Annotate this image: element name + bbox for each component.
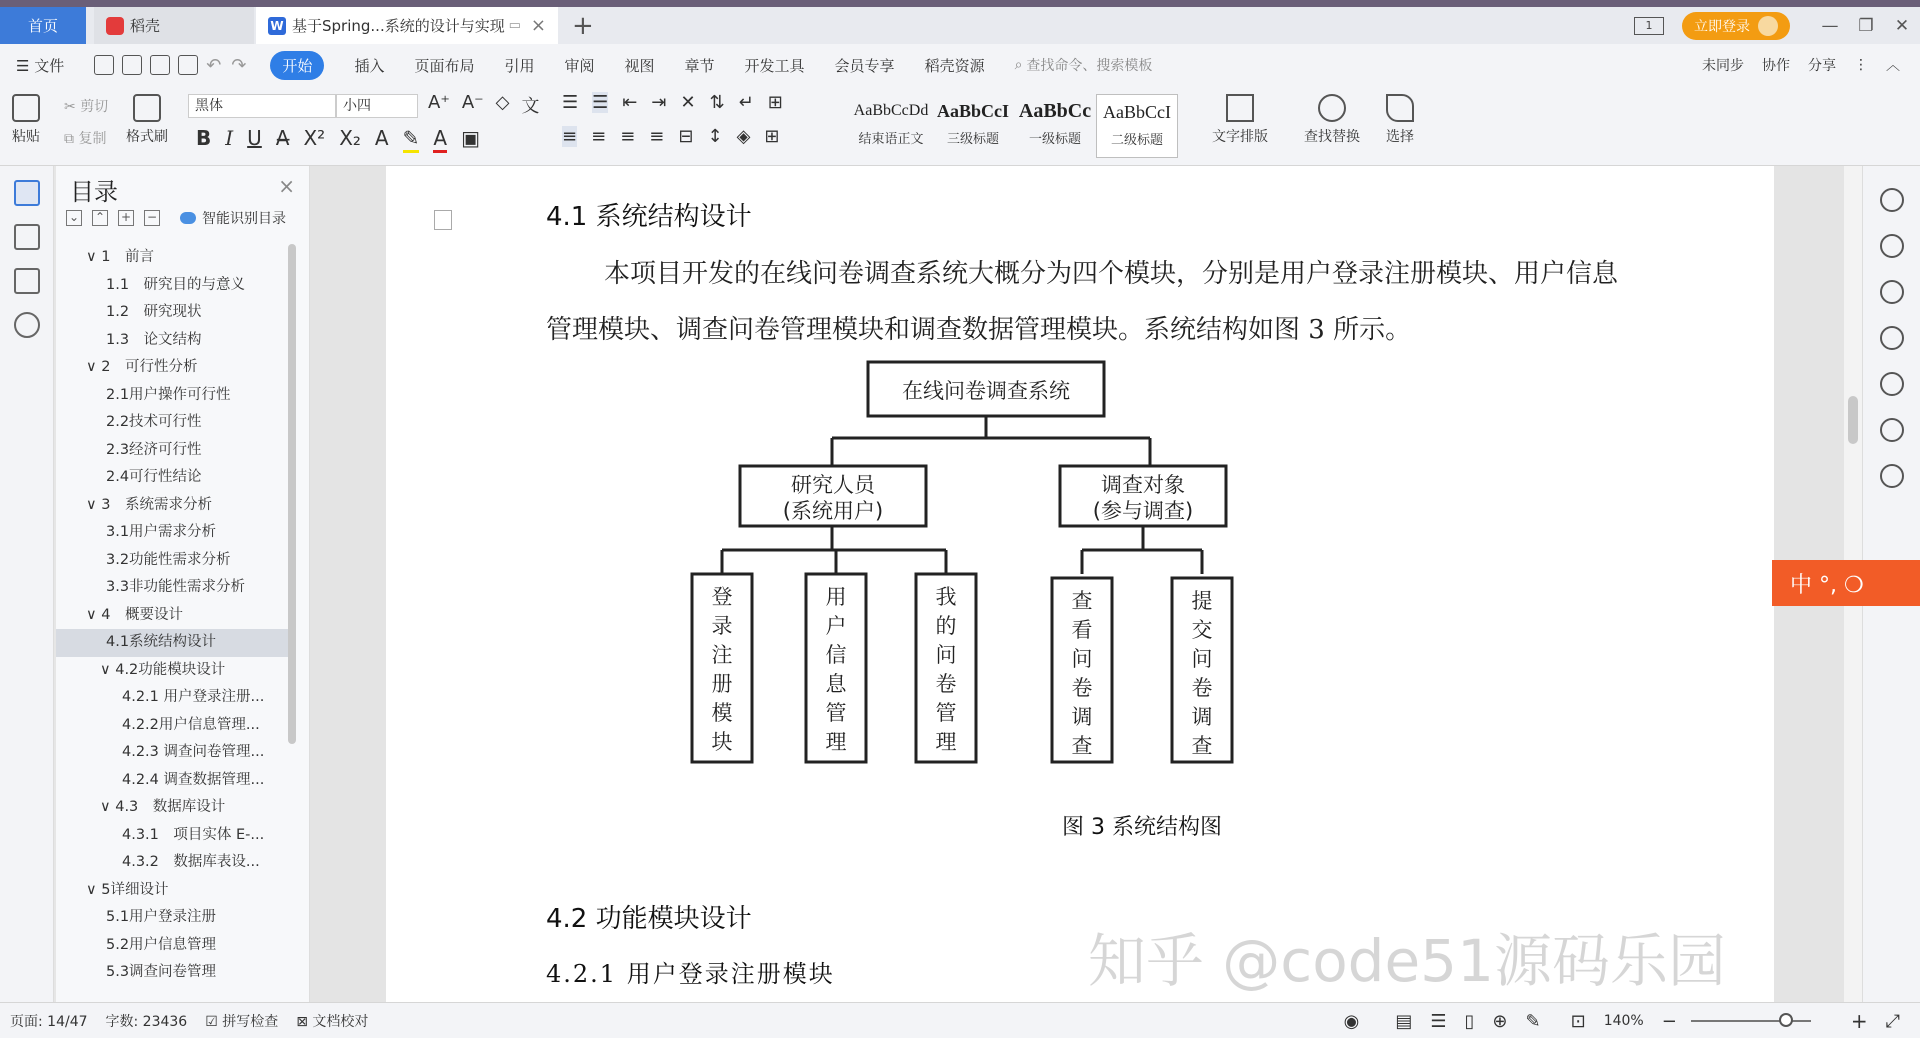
pen-icon[interactable] — [1880, 234, 1904, 258]
search-icon: ⌕ — [1014, 57, 1023, 73]
toc-item[interactable]: 1.1 研究目的与意义 — [106, 276, 246, 293]
file-menu[interactable]: ☰ 文件 — [16, 56, 65, 75]
heading-4-1: 4.1 系统结构设计 — [546, 202, 752, 232]
tab-daoke-label: 稻壳 — [130, 17, 161, 35]
left-nav-bar — [0, 166, 54, 1002]
brush-icon — [133, 94, 161, 122]
magnifier-icon — [1318, 94, 1346, 122]
bold-icon[interactable]: B — [196, 126, 212, 150]
collaborate-button[interactable]: 协作 — [1762, 58, 1790, 74]
proofread-button[interactable]: ⊠ 文档校对 — [296, 1013, 369, 1030]
menu-right — [1684, 44, 1900, 86]
zoom-out-icon[interactable]: − — [1661, 1010, 1677, 1032]
diagram-leaf-char: 提 — [1191, 589, 1213, 613]
superscript-icon[interactable]: X² — [303, 126, 326, 150]
diagram-leaf-char: 录 — [711, 614, 733, 638]
toc-item[interactable]: ∨ 4.3 数据库设计 — [100, 799, 226, 815]
toc-panel — [56, 166, 310, 1002]
diagram-leaf-char: 交 — [1191, 618, 1213, 642]
diagram-leaf-char: 模 — [711, 701, 733, 725]
paste-button[interactable] — [12, 94, 40, 146]
justify-icon[interactable]: ≡ — [649, 126, 665, 147]
input-method-bar[interactable]: 中 °, ❍ — [1772, 560, 1920, 606]
diagram-leaf-char: 卷 — [1071, 676, 1093, 700]
toc-item[interactable]: ∨ 2 可行性分析 — [86, 359, 198, 375]
toc-item[interactable]: ∨ 4.2功能模块设计 — [100, 661, 226, 678]
outline-view-icon[interactable]: ☰ — [1430, 1010, 1447, 1032]
window-controls — [1634, 7, 1920, 44]
diagram-leaf-char: 查 — [1071, 734, 1093, 758]
diagram-leaf-char: 问 — [1191, 647, 1213, 671]
toc-item[interactable]: ∨ 5详细设计 — [86, 881, 169, 898]
diagram-leaf-char: 登 — [711, 585, 733, 609]
smart-toc-label: 智能识别目录 — [202, 211, 286, 227]
shading-icon[interactable]: ◈ — [736, 126, 751, 147]
increase-indent-icon[interactable]: ⇥ — [651, 92, 667, 113]
cloud-icon — [180, 212, 196, 224]
copy-button[interactable]: ⧉ 复制 — [64, 131, 107, 147]
cut-label: 剪切 — [80, 99, 109, 115]
line-spacing-icon[interactable]: ↕ — [707, 126, 723, 147]
toc-item[interactable]: ∨ 3 系统需求分析 — [86, 496, 212, 513]
style-heading-3[interactable] — [932, 94, 1014, 158]
tabs-icon[interactable]: ⊞ — [767, 92, 783, 113]
export-pdf-icon[interactable] — [122, 55, 142, 75]
diagram-leaf-labels — [712, 585, 1213, 758]
toc-item[interactable]: ∨ 1 前言 — [86, 249, 154, 265]
menu-developer[interactable]: 开发工具 — [744, 56, 805, 75]
style-preview: AaBbCcI — [1103, 102, 1171, 122]
print-icon[interactable] — [150, 55, 170, 75]
daoke-logo-icon — [106, 17, 124, 35]
toc-scrollbar[interactable] — [288, 244, 296, 744]
image-tool-icon[interactable] — [1880, 418, 1904, 442]
menu-daoke-resources[interactable]: 稻壳资源 — [924, 56, 985, 75]
diagram-leaf-char: 信 — [825, 643, 847, 667]
command-search-placeholder: 查找命令、搜索模板 — [1026, 58, 1153, 74]
diagram-mid-left-line1: 研究人员 — [791, 473, 875, 497]
highlight-icon[interactable]: ✎ — [403, 126, 420, 153]
diagram-leaf-char: 查 — [1191, 734, 1213, 758]
print-preview-icon[interactable] — [178, 55, 198, 75]
figure-caption: 图 3 系统结构图 — [1062, 815, 1222, 840]
zoom-slider[interactable] — [1691, 1020, 1811, 1022]
style-heading-2[interactable] — [1096, 94, 1178, 158]
diagram-leaf-char: 户 — [825, 614, 847, 638]
diagram-mid-right-line1: 调查对象 — [1101, 473, 1185, 497]
border-icon[interactable]: ⊞ — [764, 126, 780, 147]
avatar-icon — [1758, 16, 1778, 36]
search-icon[interactable] — [14, 312, 40, 338]
toc-item[interactable]: 4.3.2 数据库表设... — [122, 854, 260, 870]
format-row — [196, 126, 480, 153]
toc-item[interactable]: 2.1用户操作可行性 — [106, 386, 231, 403]
menu-member[interactable]: 会员专享 — [834, 56, 895, 75]
find-replace-label: 查找替换 — [1304, 129, 1360, 145]
style-ending-body[interactable] — [850, 94, 932, 158]
chinese-layout-icon[interactable]: ✕ — [680, 92, 696, 113]
file-menu-label: 文件 — [34, 56, 65, 75]
read-view-icon[interactable]: ▯ — [1464, 1010, 1475, 1032]
font-size-select[interactable]: 小四 — [336, 94, 418, 118]
text-layout-icon — [1226, 94, 1254, 122]
paste-label: 粘贴 — [12, 129, 40, 145]
tab-bar — [0, 0, 1920, 44]
body-paragraph: 本项目开发的在线问卷调查系统大概分为四个模块，分别是用户登录注册模块、用户信息管理模块、调查问卷管理模块和调查数据管理模块。系统结构如图 3 所示。 — [546, 259, 1619, 345]
phonetic-icon[interactable]: 文 — [521, 96, 540, 117]
tab-home-label: 首页 — [27, 17, 58, 35]
eye-protection-icon[interactable]: ◉ — [1343, 1010, 1360, 1032]
toc-item[interactable]: 4.2.3 调查问卷管理... — [122, 744, 265, 760]
spell-check-button[interactable]: ☑ 拼写检查 — [205, 1013, 279, 1030]
toc-item[interactable]: 4.2.2用户信息管理... — [122, 716, 260, 733]
shrink-font-icon[interactable]: A⁻ — [461, 92, 484, 113]
toc-item[interactable]: 5.3调查问卷管理 — [106, 964, 217, 980]
connector-root — [832, 416, 1150, 466]
layout-switch-icon[interactable]: 1 — [1634, 17, 1664, 35]
align-left-icon[interactable]: ≡ — [562, 126, 578, 147]
minimize-button[interactable]: — — [1821, 15, 1839, 36]
toc-item[interactable]: 5.2用户信息管理 — [106, 936, 217, 953]
diagram-leaf-char: 管 — [825, 701, 847, 725]
diagram-leaf-char: 息 — [825, 672, 847, 696]
tab-document-title: 基于Spring...系统的设计与实现 — [292, 17, 505, 35]
align-right-icon[interactable]: ≡ — [620, 126, 636, 147]
menu-start[interactable]: 开始 — [270, 51, 324, 80]
diagram-leaf-char: 调 — [1191, 705, 1213, 729]
write-view-icon[interactable]: ✎ — [1525, 1010, 1541, 1032]
style-label: 三级标题 — [946, 132, 999, 147]
decrease-indent-icon[interactable]: ⇤ — [622, 92, 638, 113]
command-search[interactable] — [1015, 55, 1153, 75]
show-marks-icon[interactable]: ↵ — [738, 92, 754, 113]
share-button[interactable]: 分享 — [1808, 58, 1836, 74]
toc-item[interactable]: ∨ 4 概要设计 — [86, 606, 183, 623]
web-view-icon[interactable]: ⊕ — [1492, 1010, 1508, 1032]
format-painter-button[interactable] — [126, 94, 168, 146]
style-preview: AaBbCcI — [936, 101, 1009, 121]
diagram-leaf-char: 管 — [935, 701, 957, 725]
toc-item[interactable]: 5.1用户登录注册 — [106, 909, 217, 925]
diagram-leaf-char: 卷 — [935, 672, 957, 696]
tab-daoke[interactable] — [94, 7, 254, 44]
copy-label: 复制 — [78, 131, 107, 147]
login-button[interactable] — [1682, 12, 1790, 40]
distribute-icon[interactable]: ⊟ — [678, 126, 694, 147]
connector-left — [722, 526, 946, 574]
heading-4-2-1: 4.2.1 用户登录注册模块 — [546, 960, 835, 988]
toolbar — [0, 86, 1920, 166]
remove-heading-icon[interactable]: − — [144, 210, 160, 226]
select-button[interactable] — [1386, 94, 1414, 146]
style-preview: AaBbCc — [1018, 100, 1092, 122]
toc-title: 目录 — [70, 178, 118, 206]
connector-right — [1082, 526, 1202, 574]
grow-font-icon[interactable]: A⁺ — [428, 92, 450, 113]
chapter-nav-icon[interactable] — [14, 224, 40, 250]
select-label: 选择 — [1386, 129, 1414, 145]
menu-references[interactable]: 引用 — [504, 56, 535, 75]
close-button[interactable]: ✕ — [1894, 15, 1910, 36]
style-label: 一级标题 — [1028, 132, 1081, 147]
diagram-leaf-char: 的 — [935, 614, 957, 638]
cut-button[interactable]: ✂ 剪切 — [64, 99, 109, 115]
collapse-all-icon[interactable]: ⌃ — [92, 210, 108, 226]
subscript-icon[interactable]: X₂ — [339, 126, 361, 150]
diagram-leaf-char: 我 — [935, 585, 957, 609]
strikethrough-icon[interactable]: A̶ — [275, 126, 290, 150]
scroll-thumb[interactable] — [1848, 396, 1858, 444]
diagram-leaf-char: 看 — [1071, 618, 1093, 642]
tab-float-icon[interactable]: ▭ — [508, 18, 521, 33]
menu-page-layout[interactable]: 页面布局 — [414, 56, 475, 75]
document-area — [310, 166, 1860, 1002]
rocket-icon[interactable] — [1880, 188, 1904, 212]
bookmark-icon[interactable] — [14, 268, 40, 294]
format-painter-label: 格式刷 — [126, 129, 168, 145]
settings-sliders-icon[interactable] — [1880, 326, 1904, 350]
smart-toc-button[interactable] — [180, 208, 286, 228]
bullet-list-icon[interactable]: ☰ — [562, 92, 579, 113]
toc-item[interactable]: 2.4可行性结论 — [106, 469, 202, 485]
expand-all-icon[interactable]: ⌄ — [66, 210, 82, 226]
font-color-icon[interactable]: A — [433, 126, 447, 153]
more-icon[interactable]: ⋮ — [1854, 57, 1868, 73]
underline-icon[interactable]: U — [247, 126, 262, 150]
collapse-ribbon-icon[interactable]: ︿ — [1886, 58, 1900, 74]
char-border-icon[interactable]: ▣ — [461, 126, 480, 150]
toc-item[interactable]: 3.3非功能性需求分析 — [106, 579, 246, 595]
redo-icon[interactable]: ↷ — [231, 54, 247, 76]
style-gallery — [850, 94, 1178, 158]
tab-document[interactable] — [256, 7, 558, 44]
sort-icon[interactable]: ⇅ — [709, 92, 725, 113]
diagram-mid-left-line2: (系统用户) — [782, 499, 884, 523]
menu-view[interactable]: 视图 — [624, 56, 655, 75]
toc-item[interactable]: 3.1用户需求分析 — [106, 524, 217, 540]
diagram-leaf-char: 问 — [935, 643, 957, 667]
help-icon[interactable] — [1880, 372, 1904, 396]
diagram-leaf-char: 卷 — [1191, 676, 1213, 700]
cursor-icon — [1386, 94, 1414, 122]
undo-icon[interactable]: ↶ — [206, 54, 222, 76]
toc-item[interactable]: 4.1系统结构设计 — [56, 629, 292, 657]
heading-4-2: 4.2 功能模块设计 — [546, 904, 752, 934]
style-heading-1[interactable] — [1014, 94, 1096, 158]
toc-item[interactable]: 2.2技术可行性 — [106, 414, 202, 430]
diagram-leaf-char: 理 — [935, 730, 957, 754]
new-tab-button[interactable]: + — [572, 11, 594, 41]
login-label: 立即登录 — [1694, 18, 1750, 35]
style-label: 结束语正文 — [858, 132, 924, 147]
text-layout-label: 文字排版 — [1212, 129, 1268, 145]
page-indicator[interactable]: 页面: 14/47 — [10, 1013, 88, 1030]
toc-item[interactable]: 1.3 论文结构 — [106, 331, 202, 348]
toc-list — [56, 244, 292, 987]
style-label: 二级标题 — [1110, 133, 1163, 148]
sync-status[interactable]: 未同步 — [1702, 58, 1744, 74]
clipboard-icon — [12, 94, 40, 122]
tab-home[interactable] — [0, 7, 86, 44]
style-preview: AaBbCcDd — [853, 102, 929, 119]
diagram-mid-right-line2: (参与调查) — [1092, 499, 1194, 523]
diagram-leaf-char: 调 — [1071, 705, 1093, 729]
zoom-in-icon[interactable]: + — [1850, 1009, 1868, 1033]
fullscreen-icon[interactable]: ⤢ — [1885, 1010, 1900, 1032]
word-count[interactable]: 字数: 23436 — [105, 1013, 188, 1030]
proofread-label: 文档校对 — [312, 1013, 369, 1030]
save-icon[interactable] — [94, 55, 114, 75]
tab-close-icon[interactable]: × — [530, 15, 546, 36]
ribbon-menu — [0, 44, 1920, 86]
close-icon[interactable]: × — [278, 174, 295, 198]
diagram-root-label: 在线问卷调查系统 — [902, 379, 1070, 403]
zoom-slider-knob[interactable] — [1779, 1013, 1793, 1027]
diagram-leaf-char: 块 — [711, 730, 733, 754]
zoom-level[interactable]: 140% — [1603, 1013, 1644, 1029]
add-heading-icon[interactable]: + — [118, 210, 134, 226]
clear-format-icon[interactable]: ◇ — [495, 92, 510, 113]
text-layout-button[interactable] — [1212, 94, 1268, 146]
diagram-leaf-char: 理 — [825, 730, 847, 754]
toc-panel-icon[interactable] — [14, 180, 40, 206]
status-right — [1344, 1003, 1900, 1038]
find-replace-button[interactable] — [1304, 94, 1360, 146]
menu-review[interactable]: 审阅 — [564, 56, 595, 75]
document-page[interactable] — [386, 166, 1774, 1002]
diagram-leaf-char: 用 — [825, 585, 847, 609]
text-effect-icon[interactable]: A — [374, 126, 389, 150]
fit-page-icon[interactable]: ⊡ — [1570, 1010, 1586, 1032]
diagram-leaf-char: 查 — [1071, 589, 1093, 613]
status-bar — [0, 1002, 1920, 1038]
menu-insert[interactable]: 插入 — [354, 56, 385, 75]
diagram-leaf-char: 注 — [711, 643, 733, 667]
toc-item[interactable]: 1.2 研究现状 — [106, 304, 202, 320]
wps-writer-icon: W — [268, 17, 286, 35]
diagram-leaf-char: 问 — [1071, 647, 1093, 671]
diagram-leaf-char: 册 — [711, 672, 733, 696]
align-center-icon[interactable]: ≡ — [591, 126, 607, 147]
toc-tools — [66, 208, 286, 228]
pointer-icon[interactable] — [1880, 280, 1904, 304]
toc-item[interactable]: 4.2.4 调查数据管理... — [122, 771, 265, 788]
watermark: 知乎 @code51源码乐园 — [1087, 927, 1726, 995]
font-family-select[interactable]: 黑体 — [188, 94, 336, 118]
menu-section[interactable]: 章节 — [684, 56, 715, 75]
italic-icon[interactable]: I — [225, 126, 234, 150]
page-view-icon[interactable]: ▤ — [1395, 1010, 1413, 1032]
restore-button[interactable]: ❐ — [1858, 15, 1874, 36]
toc-item[interactable]: 3.2功能性需求分析 — [106, 551, 231, 568]
toc-item[interactable]: 4.2.1 用户登录注册... — [122, 689, 265, 705]
numbered-list-icon[interactable]: ☰ — [592, 92, 609, 113]
spell-check-label: 拼写检查 — [222, 1013, 279, 1030]
system-structure-diagram — [386, 166, 1774, 866]
plugin-icon[interactable] — [1880, 464, 1904, 488]
toc-item[interactable]: 4.3.1 项目实体 E-... — [122, 826, 265, 843]
toc-item[interactable]: 2.3经济可行性 — [106, 441, 202, 458]
